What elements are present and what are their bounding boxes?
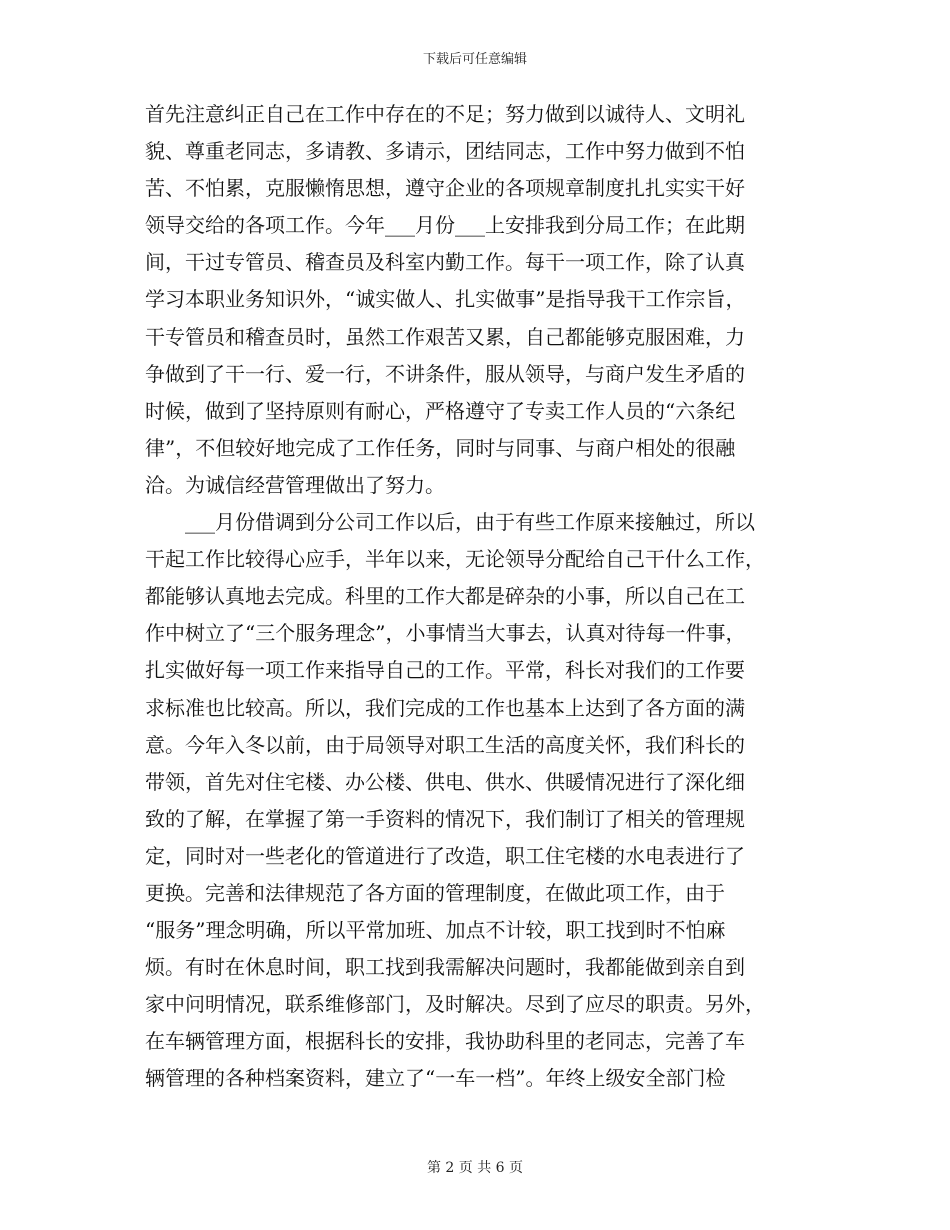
text-line: 烦。有时在休息时间，职工找到我需解决问题时，我都能做到亲自到	[145, 955, 745, 980]
text-line: 领导交给的各项工作。今年___月份___上安排我到分局工作；在此期	[145, 213, 745, 238]
text-line: 时候，做到了坚持原则有耐心，严格遵守了专卖工作人员的“六条纪	[145, 398, 736, 423]
text-line: 辆管理的各种档案资料，建立了“一车一档”。年终上级安全部门检	[145, 1066, 726, 1091]
text-line: 意。今年入冬以前，由于局领导对职工生活的高度关怀，我们科长的	[145, 732, 745, 757]
text-line: 都能够认真地去完成。科里的工作大都是碎杂的小事，所以自己在工	[145, 584, 745, 609]
text-line: 干起工作比较得心应手，半年以来，无论领导分配给自己干什么工作，	[145, 547, 765, 572]
text-line: 律”，不但较好地完成了工作任务，同时与同事、与商户相处的很融	[145, 435, 736, 460]
paragraph-start-line: ___月份借调到分公司工作以后，由于有些工作原来接触过，所以	[185, 510, 755, 535]
text-line: 致的了解，在掌握了第一手资料的情况下，我们制订了相关的管理规	[145, 806, 745, 831]
text-line: 学习本职业务知识外，“诚实做人、扎实做事”是指导我干工作宗旨，	[145, 287, 746, 312]
text-line: 扎实做好每一项工作来指导自己的工作。平常，科长对我们的工作要	[145, 658, 745, 683]
text-line: 苦、不怕累，克服懒惰思想，遵守企业的各项规章制度扎扎实实干好	[145, 176, 745, 201]
page-number-footer: 第 2 页 共 6 页	[426, 1160, 524, 1176]
text-line: 貌、尊重老同志，多请教、多请示，团结同志，工作中努力做到不怕	[145, 139, 745, 164]
text-line: “服务”理念明确，所以平常加班、加点不计较，职工找到时不怕麻	[145, 918, 726, 943]
text-line: 作中树立了“三个服务理念”，小事情当大事去，认真对待每一件事，	[145, 621, 746, 646]
page-header: 下载后可任意编辑	[422, 52, 527, 67]
text-line: 首先注意纠正自己在工作中存在的不足；努力做到以诚待人、文明礼	[145, 102, 745, 126]
text-line: 求标准也比较高。所以，我们完成的工作也基本上达到了各方面的满	[145, 695, 745, 720]
text-line: 干专管员和稽查员时，虽然工作艰苦又累，自己都能够克服困难，力	[145, 324, 745, 349]
text-line: 洽。为诚信经营管理做出了努力。	[145, 472, 445, 497]
text-line: 争做到了干一行、爱一行，不讲条件，服从领导，与商户发生矛盾的	[145, 361, 745, 386]
text-line: 在车辆管理方面，根据科长的安排，我协助科里的老同志，完善了车	[145, 1029, 745, 1054]
document-body	[145, 96, 810, 1098]
text-line: 定，同时对一些老化的管道进行了改造，职工住宅楼的水电表进行了	[145, 843, 745, 868]
text-line: 家中问明情况，联系维修部门，及时解决。尽到了应尽的职责。另外，	[145, 992, 765, 1017]
text-line: 更换。完善和法律规范了各方面的管理制度，在做此项工作，由于	[145, 880, 725, 905]
text-line: 带领，首先对住宅楼、办公楼、供电、供水、供暖情况进行了深化细	[145, 769, 745, 794]
text-line: 间，干过专管员、稽查员及科室内勤工作。每干一项工作，除了认真	[145, 250, 745, 275]
